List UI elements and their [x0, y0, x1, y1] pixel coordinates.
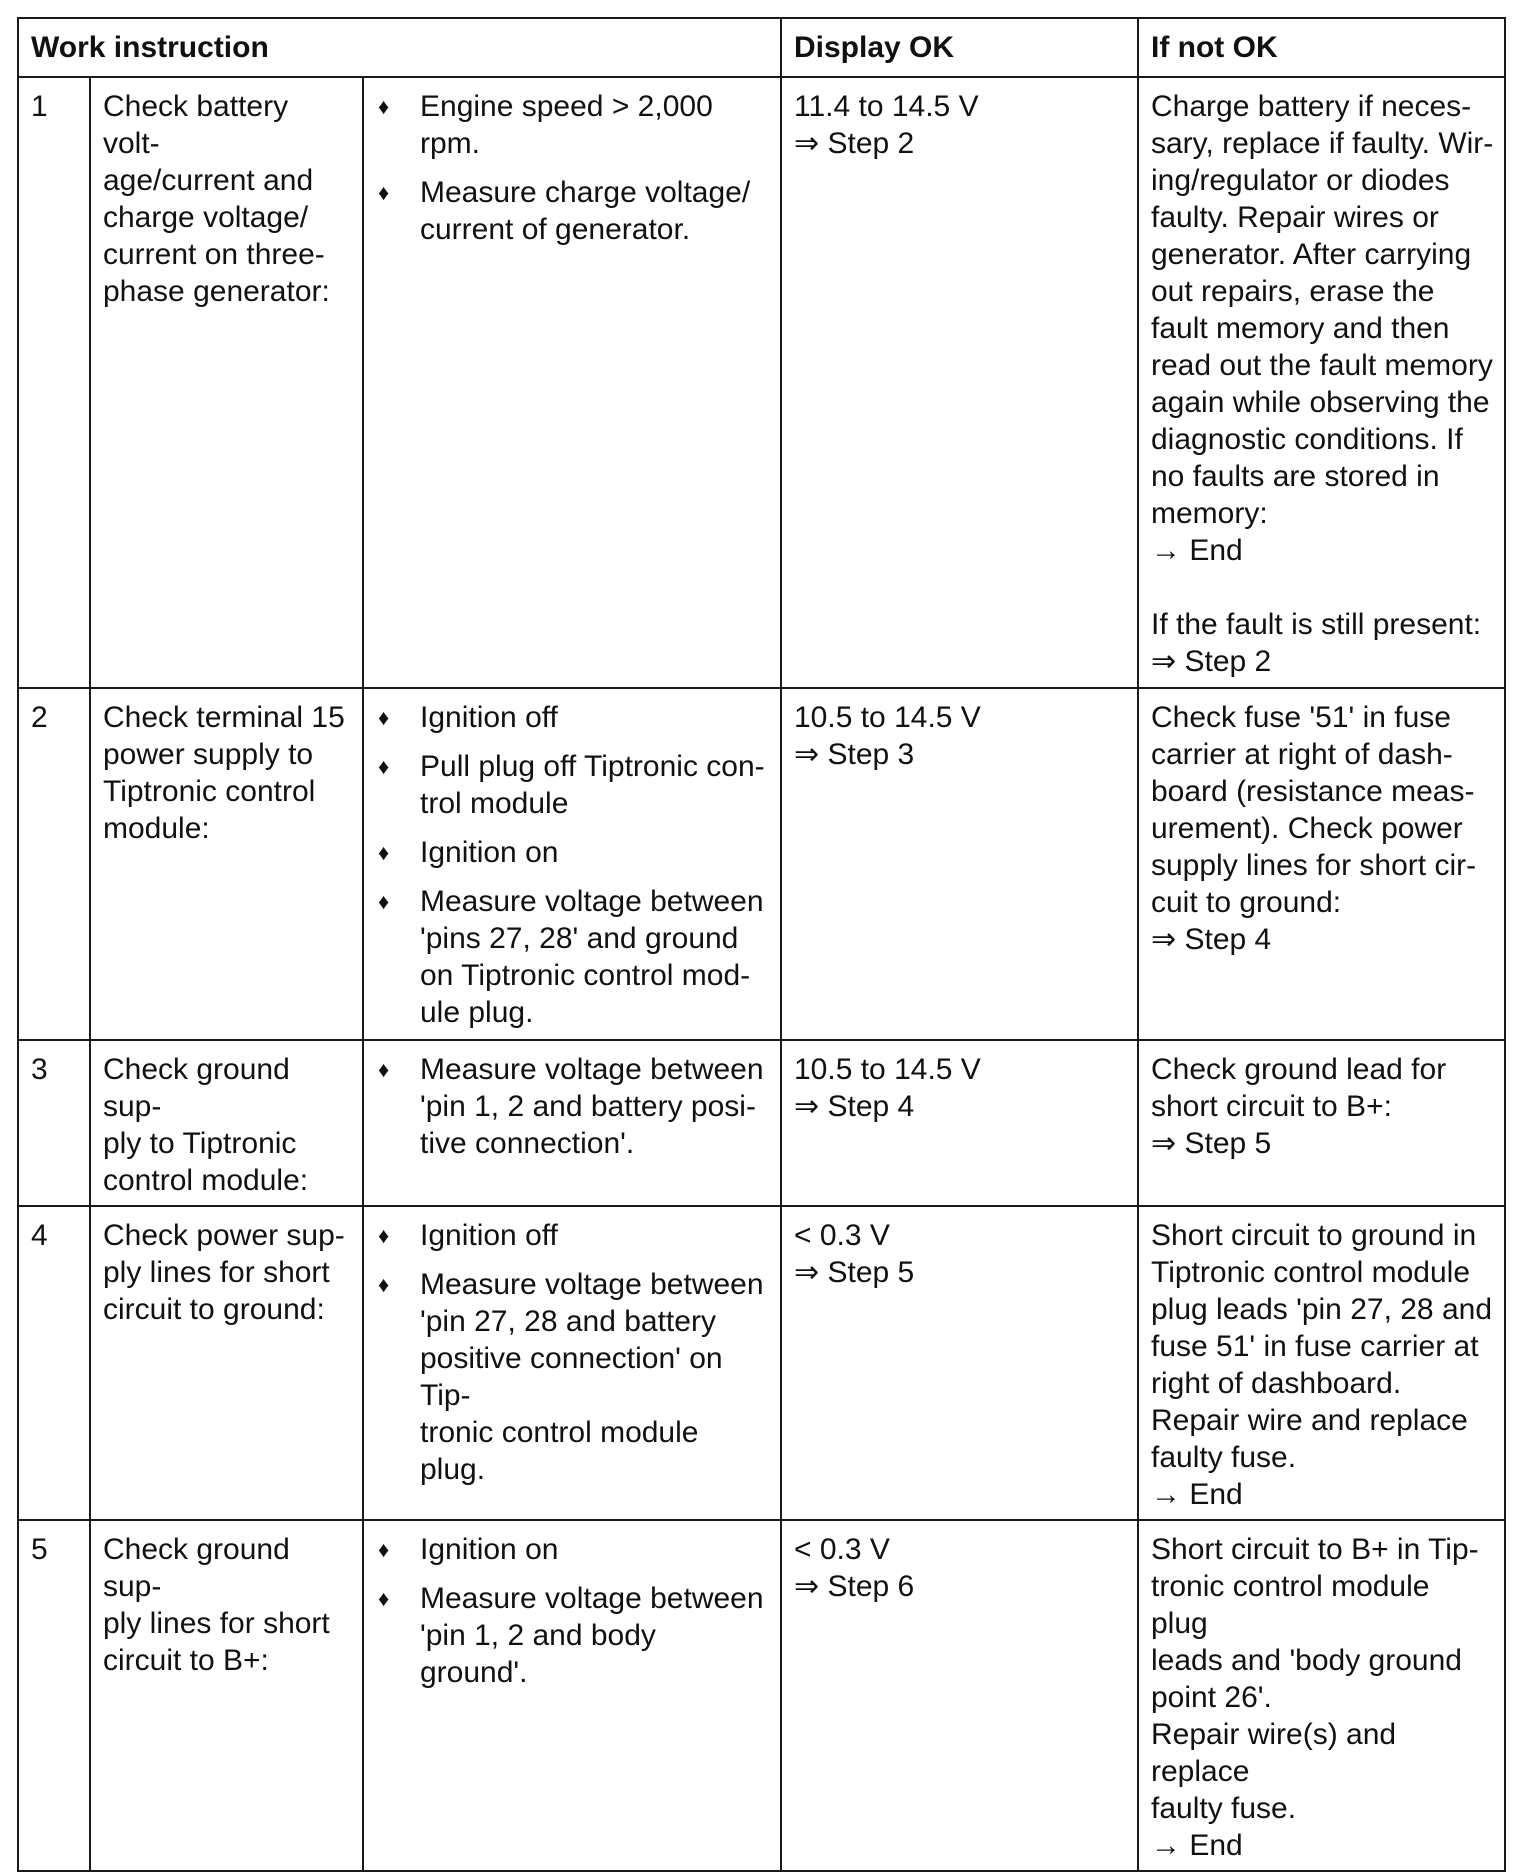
check-description: Check ground sup- ply to Tiptronic control module: — [90, 1040, 363, 1206]
list-item — [376, 1217, 770, 1254]
step-number: 1 — [18, 77, 90, 688]
action-text: Measure voltage between 'pin 1, 2 and battery posi- tive connection'. — [420, 1053, 764, 1160]
action-list — [376, 1531, 770, 1691]
check-description: Check battery volt- age/current and charge voltage/ current on three- phase generator: — [90, 77, 363, 688]
list-item — [376, 88, 770, 162]
list-item — [376, 834, 770, 871]
actions-cell — [363, 1206, 781, 1520]
spacer — [1151, 569, 1494, 606]
display-ok-value: 11.4 to 14.5 V ⇒ Step 2 — [781, 77, 1138, 688]
action-list — [376, 88, 770, 248]
diamond-bullet-icon: ♦ — [378, 840, 390, 865]
check-description: Check ground sup- ply lines for short circuit to B+: — [90, 1520, 363, 1871]
if-fault-present-text: If the fault is still present: ⇒ Step 2 — [1151, 608, 1482, 678]
if-not-ok-cell — [1138, 77, 1505, 688]
action-text: Measure charge voltage/ current of generator. — [420, 176, 751, 246]
action-text: Ignition on — [420, 836, 559, 869]
header-if-not-ok: If not OK — [1138, 18, 1505, 77]
list-item — [376, 174, 770, 248]
diamond-bullet-icon: ♦ — [378, 1586, 390, 1611]
step-number: 3 — [18, 1040, 90, 1206]
step-number: 2 — [18, 688, 90, 1040]
work-instruction-table — [17, 17, 1506, 1872]
display-ok-value: < 0.3 V ⇒ Step 5 — [781, 1206, 1138, 1520]
display-ok-value: 10.5 to 14.5 V ⇒ Step 3 — [781, 688, 1138, 1040]
display-ok-value: 10.5 to 14.5 V ⇒ Step 4 — [781, 1040, 1138, 1206]
action-list — [376, 1217, 770, 1488]
if-not-ok-text: Short circuit to B+ in Tip- tronic control module plug leads and 'body ground point 26'. Repair wire(s) and replace faulty fuse. → End — [1138, 1520, 1505, 1871]
list-item — [376, 883, 770, 1031]
display-ok-value: < 0.3 V ⇒ Step 6 — [781, 1520, 1138, 1871]
check-description: Check power sup- ply lines for short circuit to ground: — [90, 1206, 363, 1520]
diamond-bullet-icon: ♦ — [378, 889, 390, 914]
actions-cell — [363, 77, 781, 688]
diamond-bullet-icon: ♦ — [378, 1537, 390, 1562]
header-display-ok: Display OK — [781, 18, 1138, 77]
list-item — [376, 1531, 770, 1568]
header-work-instruction: Work instruction — [18, 18, 781, 77]
action-text: Measure voltage between 'pin 1, 2 and body ground'. — [420, 1582, 764, 1689]
if-not-ok-text: Check ground lead for short circuit to B+: ⇒ Step 5 — [1138, 1040, 1505, 1206]
diamond-bullet-icon: ♦ — [378, 1057, 390, 1082]
action-text: Measure voltage between 'pins 27, 28' and ground on Tiptronic control mod- ule plug. — [420, 885, 764, 1029]
step-number: 5 — [18, 1520, 90, 1871]
list-item — [376, 1580, 770, 1691]
action-text: Ignition off — [420, 1219, 558, 1252]
table-row — [18, 1206, 1505, 1520]
if-not-ok-text: Charge battery if neces- sary, replace if faulty. Wir- ing/regulator or diodes faulty. Repair wires or generator. After carrying out repairs, erase the fault memory and then read out the fault memory again while observing the diagnostic conditions. If no faults are stored in memory: → End — [1151, 90, 1494, 567]
actions-cell — [363, 1040, 781, 1206]
action-text: Engine speed > 2,000 rpm. — [420, 90, 713, 160]
action-list — [376, 1051, 770, 1162]
table-row — [18, 1040, 1505, 1206]
table-header-row — [18, 18, 1505, 77]
list-item — [376, 699, 770, 736]
diamond-bullet-icon: ♦ — [378, 1272, 390, 1297]
diamond-bullet-icon: ♦ — [378, 94, 390, 119]
action-text: Ignition off — [420, 701, 558, 734]
if-not-ok-text: Short circuit to ground in Tiptronic control module plug leads 'pin 27, 28 and fuse 51' in fuse carrier at right of dashboard. Repair wire and replace faulty fuse. → End — [1138, 1206, 1505, 1520]
list-item — [376, 1051, 770, 1162]
action-text: Pull plug off Tiptronic con- trol module — [420, 750, 765, 820]
action-text: Measure voltage between 'pin 27, 28 and battery positive connection' on Tip- tronic control module plug. — [420, 1268, 764, 1486]
action-list — [376, 699, 770, 1031]
if-not-ok-text: Check fuse '51' in fuse carrier at right of dash- board (resistance meas- urement). Check power supply lines for short cir- cuit to ground: ⇒ Step 4 — [1138, 688, 1505, 1040]
actions-cell — [363, 688, 781, 1040]
actions-cell — [363, 1520, 781, 1871]
diamond-bullet-icon: ♦ — [378, 180, 390, 205]
table-row — [18, 688, 1505, 1040]
action-text: Ignition on — [420, 1533, 559, 1566]
diamond-bullet-icon: ♦ — [378, 705, 390, 730]
diamond-bullet-icon: ♦ — [378, 754, 390, 779]
table-row — [18, 77, 1505, 688]
step-number: 4 — [18, 1206, 90, 1520]
list-item — [376, 1266, 770, 1488]
table-row — [18, 1520, 1505, 1871]
check-description: Check terminal 15 power supply to Tiptronic control module: — [90, 688, 363, 1040]
list-item — [376, 748, 770, 822]
diamond-bullet-icon: ♦ — [378, 1223, 390, 1248]
